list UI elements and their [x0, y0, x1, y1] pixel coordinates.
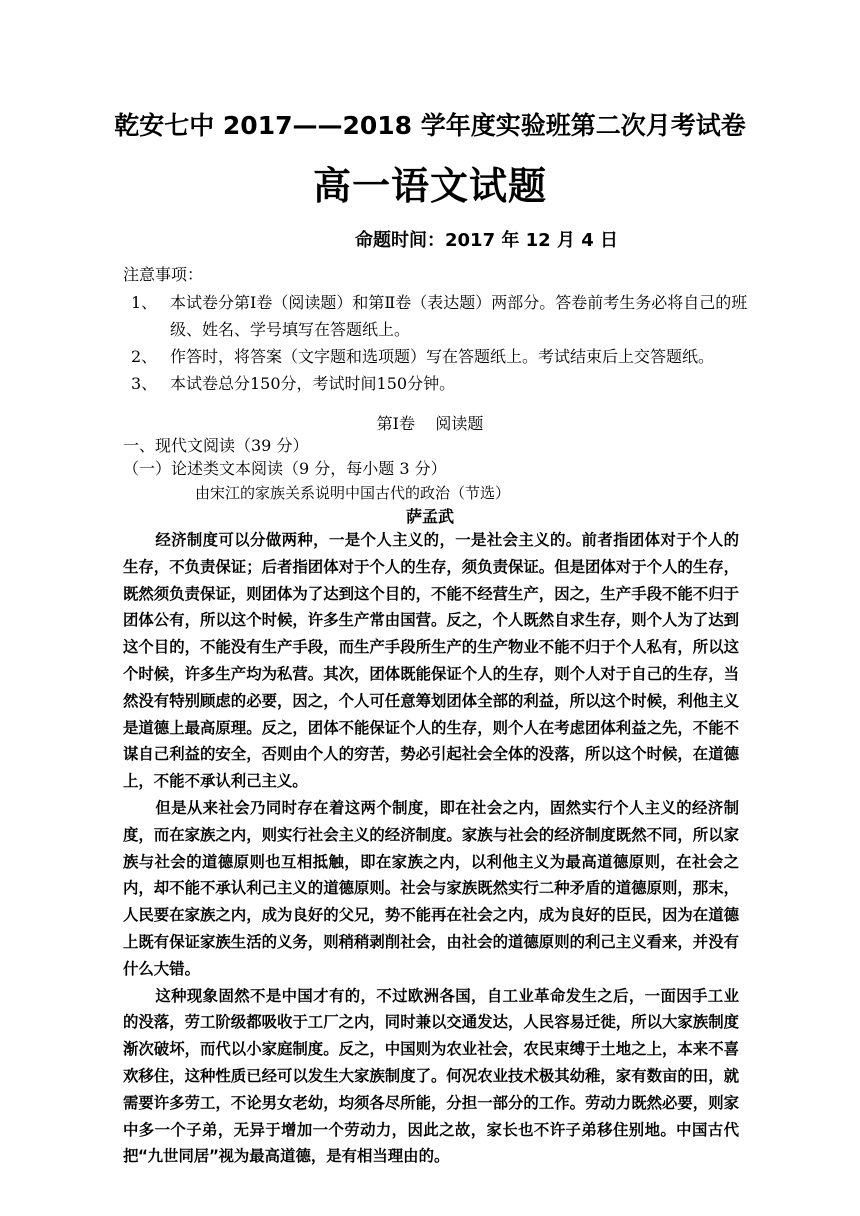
- article-title: 由宋江的家族关系说明中国古代的政治（节选）: [195, 484, 511, 502]
- article-paragraph: 经济制度可以分做两种，一是个人主义的，一是社会主义的。前者指团体对于个人的生存，不负责保证；后者指团体对于个人的生存，须负责保证。但是团体对于个人的生存，既然须负责保证，则团体为了达到这个目的，不能不经营生产，因之，生产手段不能不归于团体公有，所以这个时候，许多生产常由国营。反之，个人既然自求生存，则个人为了达到这个目的，不能没有生产手段，而生产手段所生产的生产物业不能不归于个人私有，所以这个时候，许多生产均为私营。其次，团体既能保证个人的生存，则个人对于自己的生存，当然没有特别顾虑的必要，因之，个人可任意筹划团体全部的利益，所以这个时候，利他主义是道德上最高原理。反之，团体不能保证个人的生存，则个人在考虑团体利益之先，不能不谋自己利益的安全，否则由个人的穷苦，势必引起社会全体的没落，所以这个时候，在道德上，不能不承认利己主义。: [123, 531, 739, 791]
- article-paragraph: 这种现象固然不是中国才有的，不过欧洲各国，自工业革命发生之后，一面因手工业的没落，劳工阶级都吸收于工厂之内，同时兼以交通发达，人民容易迁徙，所以大家族制度渐次破坏，而代以小家庭制度。反之，中国则为农业社会，农民束缚于土地之上，本来不喜欢移住，这种性质已经可以发生大家族制度了。何况农业技术极其幼稚，家有数亩的田，就需要许多劳工，不论男女老幼，均须各尽所能，分担一部分的工作。劳动力既然必要，则家中多一个子弟，无异于增加一个劳动力，因此之故，家长也不许子弟移住别地。中国古代把“九世同居”视为最高道德，是有相当理由的。: [123, 986, 739, 1166]
- note-number: 1、: [131, 293, 158, 312]
- part-heading: 一、现代文阅读（39 分）: [123, 436, 309, 455]
- article-paragraph: 但是从来社会乃同时存在着这两个制度，即在社会之内，固然实行个人主义的经济制度，而在家族之内，则实行社会主义的经济制度。家族与社会的经济制度既然不同，所以家族与社会的道德原则也互相抵触，即在家族之内，以利他主义为最高道德原则，在社会之内，却不能不承认利己主义的道德原则。社会与家族既然实行二种矛盾的道德原则，那末，人民要在家族之内，成为良好的父兄，势不能再在社会之内，成为良好的臣民，因为在道德上既有保证家族生活的义务，则稍稍剥削社会，由社会的道德原则的利己主义看来，并没有什么大错。: [123, 798, 739, 978]
- note-number: 3、: [131, 374, 158, 393]
- article-body: [123, 527, 739, 1170]
- note-text: 作答时，将答案（文字题和选项题）写在答题纸上。考试结束后上交答题纸。: [170, 347, 715, 366]
- exam-date: 命题时间：2017 年 12 月 4 日: [355, 230, 619, 251]
- note-item: [123, 289, 763, 343]
- note-text: 本试卷分第Ⅰ卷（阅读题）和第Ⅱ卷（表达题）两部分。答卷前考生务必将自己的班级、姓名、学号填写在答题纸上。: [170, 293, 748, 339]
- note-item: [123, 343, 763, 370]
- section-heading: 第Ⅰ卷 阅读题: [376, 414, 484, 433]
- notes-list: [123, 289, 763, 397]
- page-title: 高一语文试题: [312, 163, 547, 208]
- school-exam-title: 乾安七中 2017——2018 学年度实验班第二次月考试卷: [114, 111, 746, 140]
- sub-heading: （一）论述类文本阅读（9 分，每小题 3 分）: [123, 459, 447, 478]
- article-author: 萨孟武: [405, 507, 454, 526]
- note-number: 2、: [131, 347, 158, 366]
- note-text: 本试卷总分150分，考试时间150分钟。: [170, 374, 456, 393]
- notes-heading: 注意事项：: [123, 265, 204, 284]
- note-item: [123, 370, 763, 397]
